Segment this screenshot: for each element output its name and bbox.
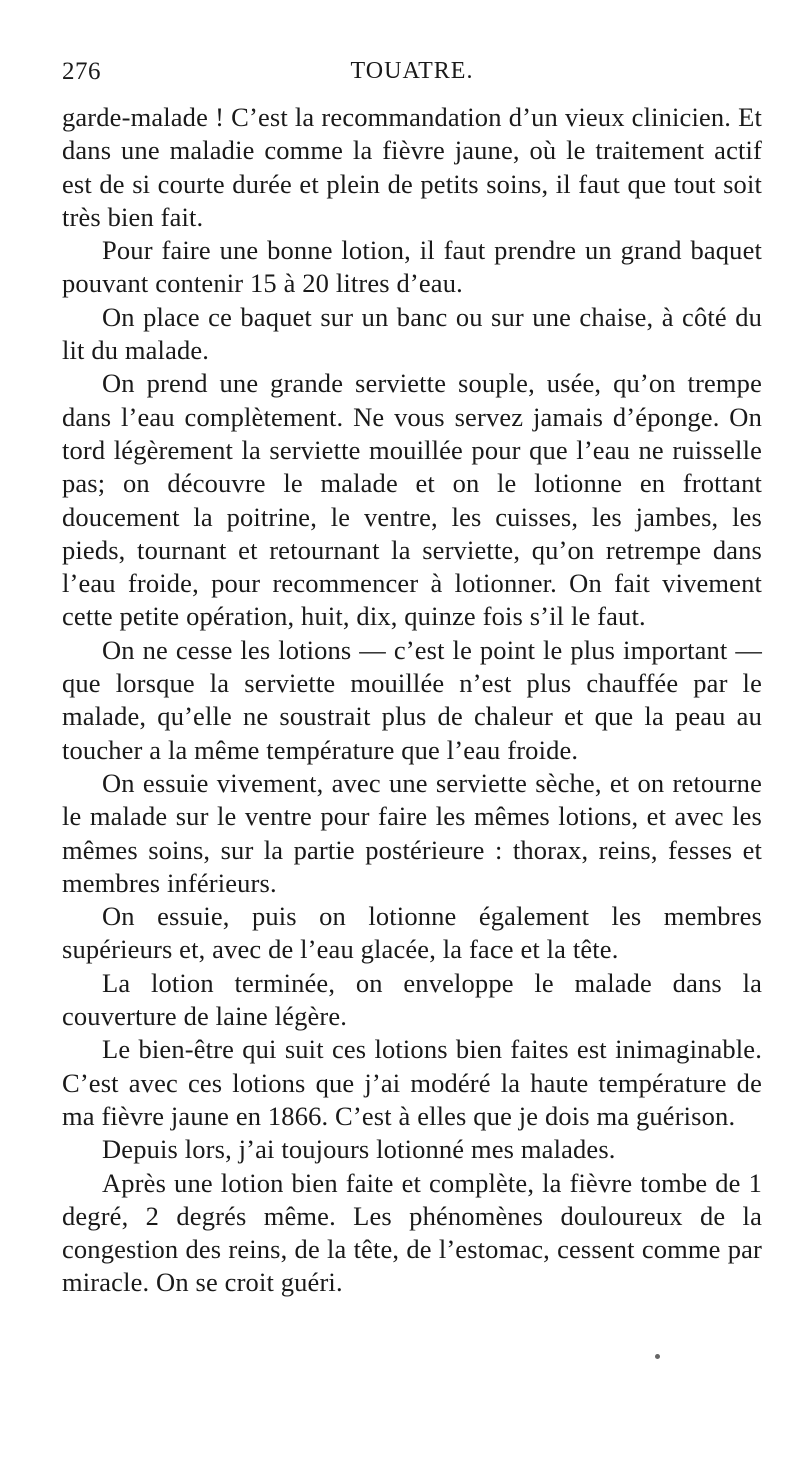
paragraph: La lotion terminée, on enveloppe le malade dans la couverture de laine légère. [62,967,762,1032]
paragraph: On place ce baquet sur un banc ou sur une chaise, à côté du lit du malade. [62,301,762,366]
paragraph-continuation: garde-malade ! C’est la recommandation d’un vieux clinicien. Et dans une maladie comme la fièvre jaune, où le traitement actif est de si courte durée et plein de petits soins, il faut que tout soit très bien fait. [62,102,762,232]
paragraph: Le bien-être qui suit ces lotions bien faites est inimaginable. C’est avec ces lotions que j’ai modéré la haute température de ma fièvre jaune en 1866. C’est à elles que je dois ma guérison. [62,1034,762,1131]
running-head: TOUATRE. [350,58,474,84]
page-body [62,101,762,1300]
paragraph: On ne cesse les lotions — c’est le point le plus important — que lorsque la serviette mouillée n’est plus chauffée par le malade, qu’elle ne soustrait plus de chaleur et que la peau au toucher a la même température que l’eau froide. [62,634,762,765]
paragraph: Depuis lors, j’ai toujours lotionné mes malades. [102,1134,616,1165]
paragraph: On prend une grande serviette souple, usée, qu’on trempe dans l’eau complètement. Ne vous servez jamais d’éponge. On tord légèrement la serviette mouillée pour que l’eau ne ruisselle pas; on découvre le malade et on le lotionne en frottant doucement la poitrine, le ventre, les cuisses, les jambes, les pieds, tournant et retournant la serviette, qu’on retrempe dans l’eau froide, pour recommencer à lotionner. On fait vivement cette petite opération, huit, dix, quinze fois s’il le faut. [62,368,762,632]
paragraph: On essuie, puis on lotionne également les membres supérieurs et, avec de l’eau glacée, la face et la tête. [62,901,762,965]
page-number: 276 [62,58,101,85]
ink-speck [655,1354,660,1359]
paragraph: Après une lotion bien faite et complète, la fièvre tombe de 1 degré, 2 degrés même. Les phénomènes douloureux de la congestion des reins, de la tête, de l’estomac, cessent comme par miracle. On se croit guéri. [62,1167,762,1298]
paragraph: Pour faire une bonne lotion, il faut prendre un grand baquet pouvant contenir 15 à 20 litres d’eau. [62,235,762,299]
page-header [62,58,762,92]
paragraph: On essuie vivement, avec une serviette sèche, et on retourne le malade sur le ventre pour faire les mêmes lotions, et avec les mêmes soins, sur la partie postérieure : thorax, reins, fesses et membres inférieurs. [62,767,762,898]
